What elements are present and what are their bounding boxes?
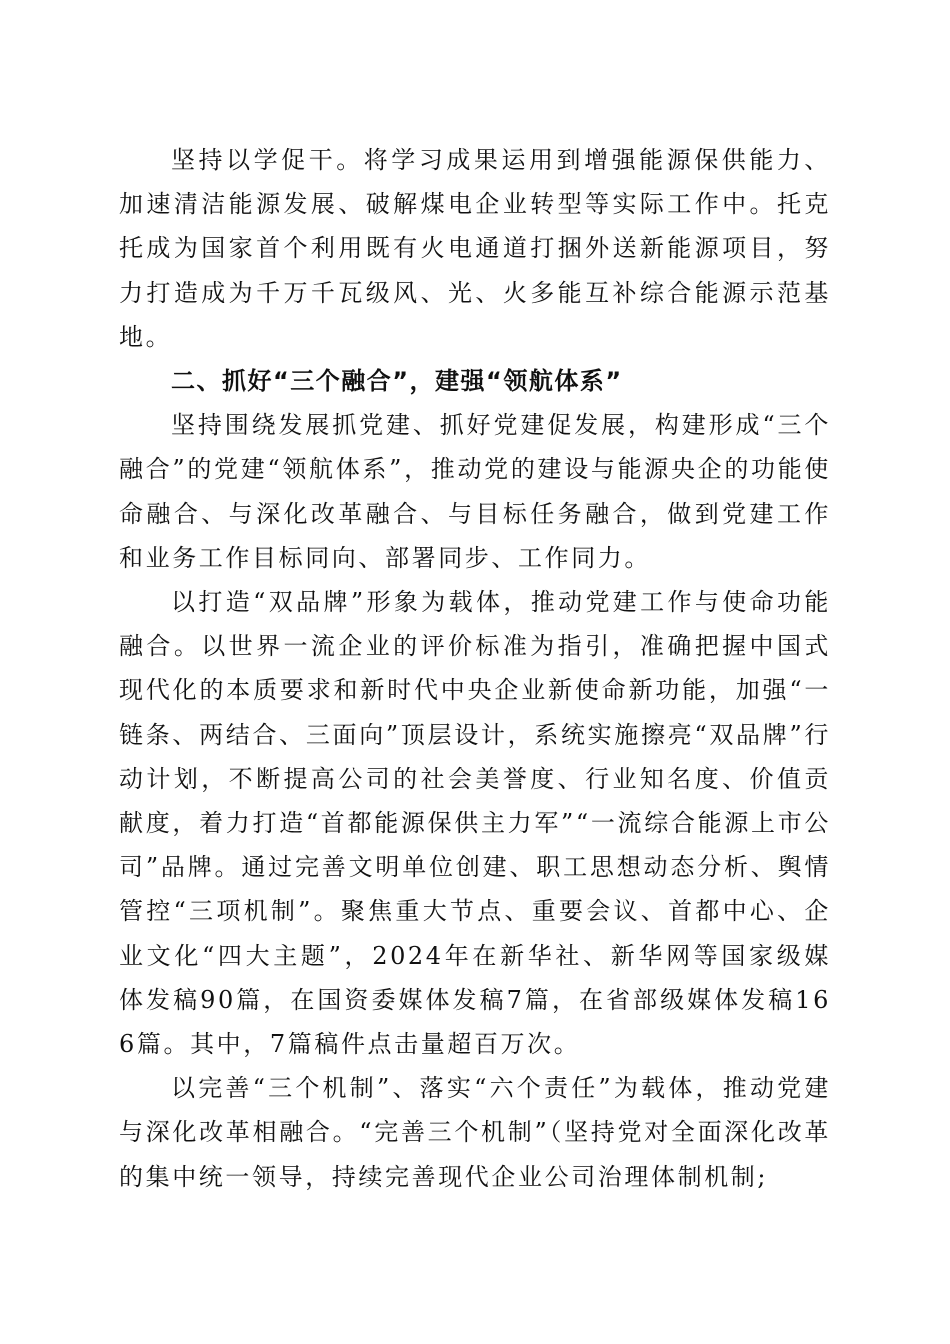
section-heading-three-integrations: 二、抓好“三个融合”，建强“领航体系” [171,367,623,396]
document-body [119,138,831,1199]
paragraph-leading-system: 坚持围绕发展抓党建、抓好党建促发展，构建形成“三个融合”的党建“领航体系”，推动党的建设与能源央企的功能使命融合、与深化改革融合、与目标任务融合，做到党建工作和业务工作目标同向、部署同步、工作同力。 [119,411,831,572]
paragraph-dual-brand: 以打造“双品牌”形象为载体，推动党建工作与使命功能融合。以世界一流企业的评价标准为指引，准确把握中国式现代化的本质要求和新时代中央企业新使命新功能，加强“一链条、两结合、三面向”顶层设计，系统实施擦亮“双品牌”行动计划，不断提高公司的社会美誉度、行业知名度、价值贡献度，着力打造“首都能源保供主力军”“一流综合能源上市公司”品牌。通过完善文明单位创建、职工思想动态分析、舆情管控“三项机制”。聚焦重大节点、重要会议、首都中心、企业文化“四大主题”，2024年在新华社、新华网等国家级媒体发稿90篇，在国资委媒体发稿7篇，在省部级媒体发稿166篇。其中，7篇稿件点击量超百万次。 [119,588,831,1059]
paragraph-learning-to-action: 坚持以学促干。将学习成果运用到增强能源保供能力、加速清洁能源发展、破解煤电企业转型等实际工作中。托克托成为国家首个利用既有火电通道打捆外送新能源项目，努力打造成为千万千瓦级风、光、火多能互补综合能源示范基地。 [119,146,831,351]
paragraph-three-mechanisms: 以完善“三个机制”、落实“六个责任”为载体，推动党建与深化改革相融合。“完善三个机制”（坚持党对全面深化改革的集中统一领导，持续完善现代企业公司治理体制机制; [119,1074,831,1191]
